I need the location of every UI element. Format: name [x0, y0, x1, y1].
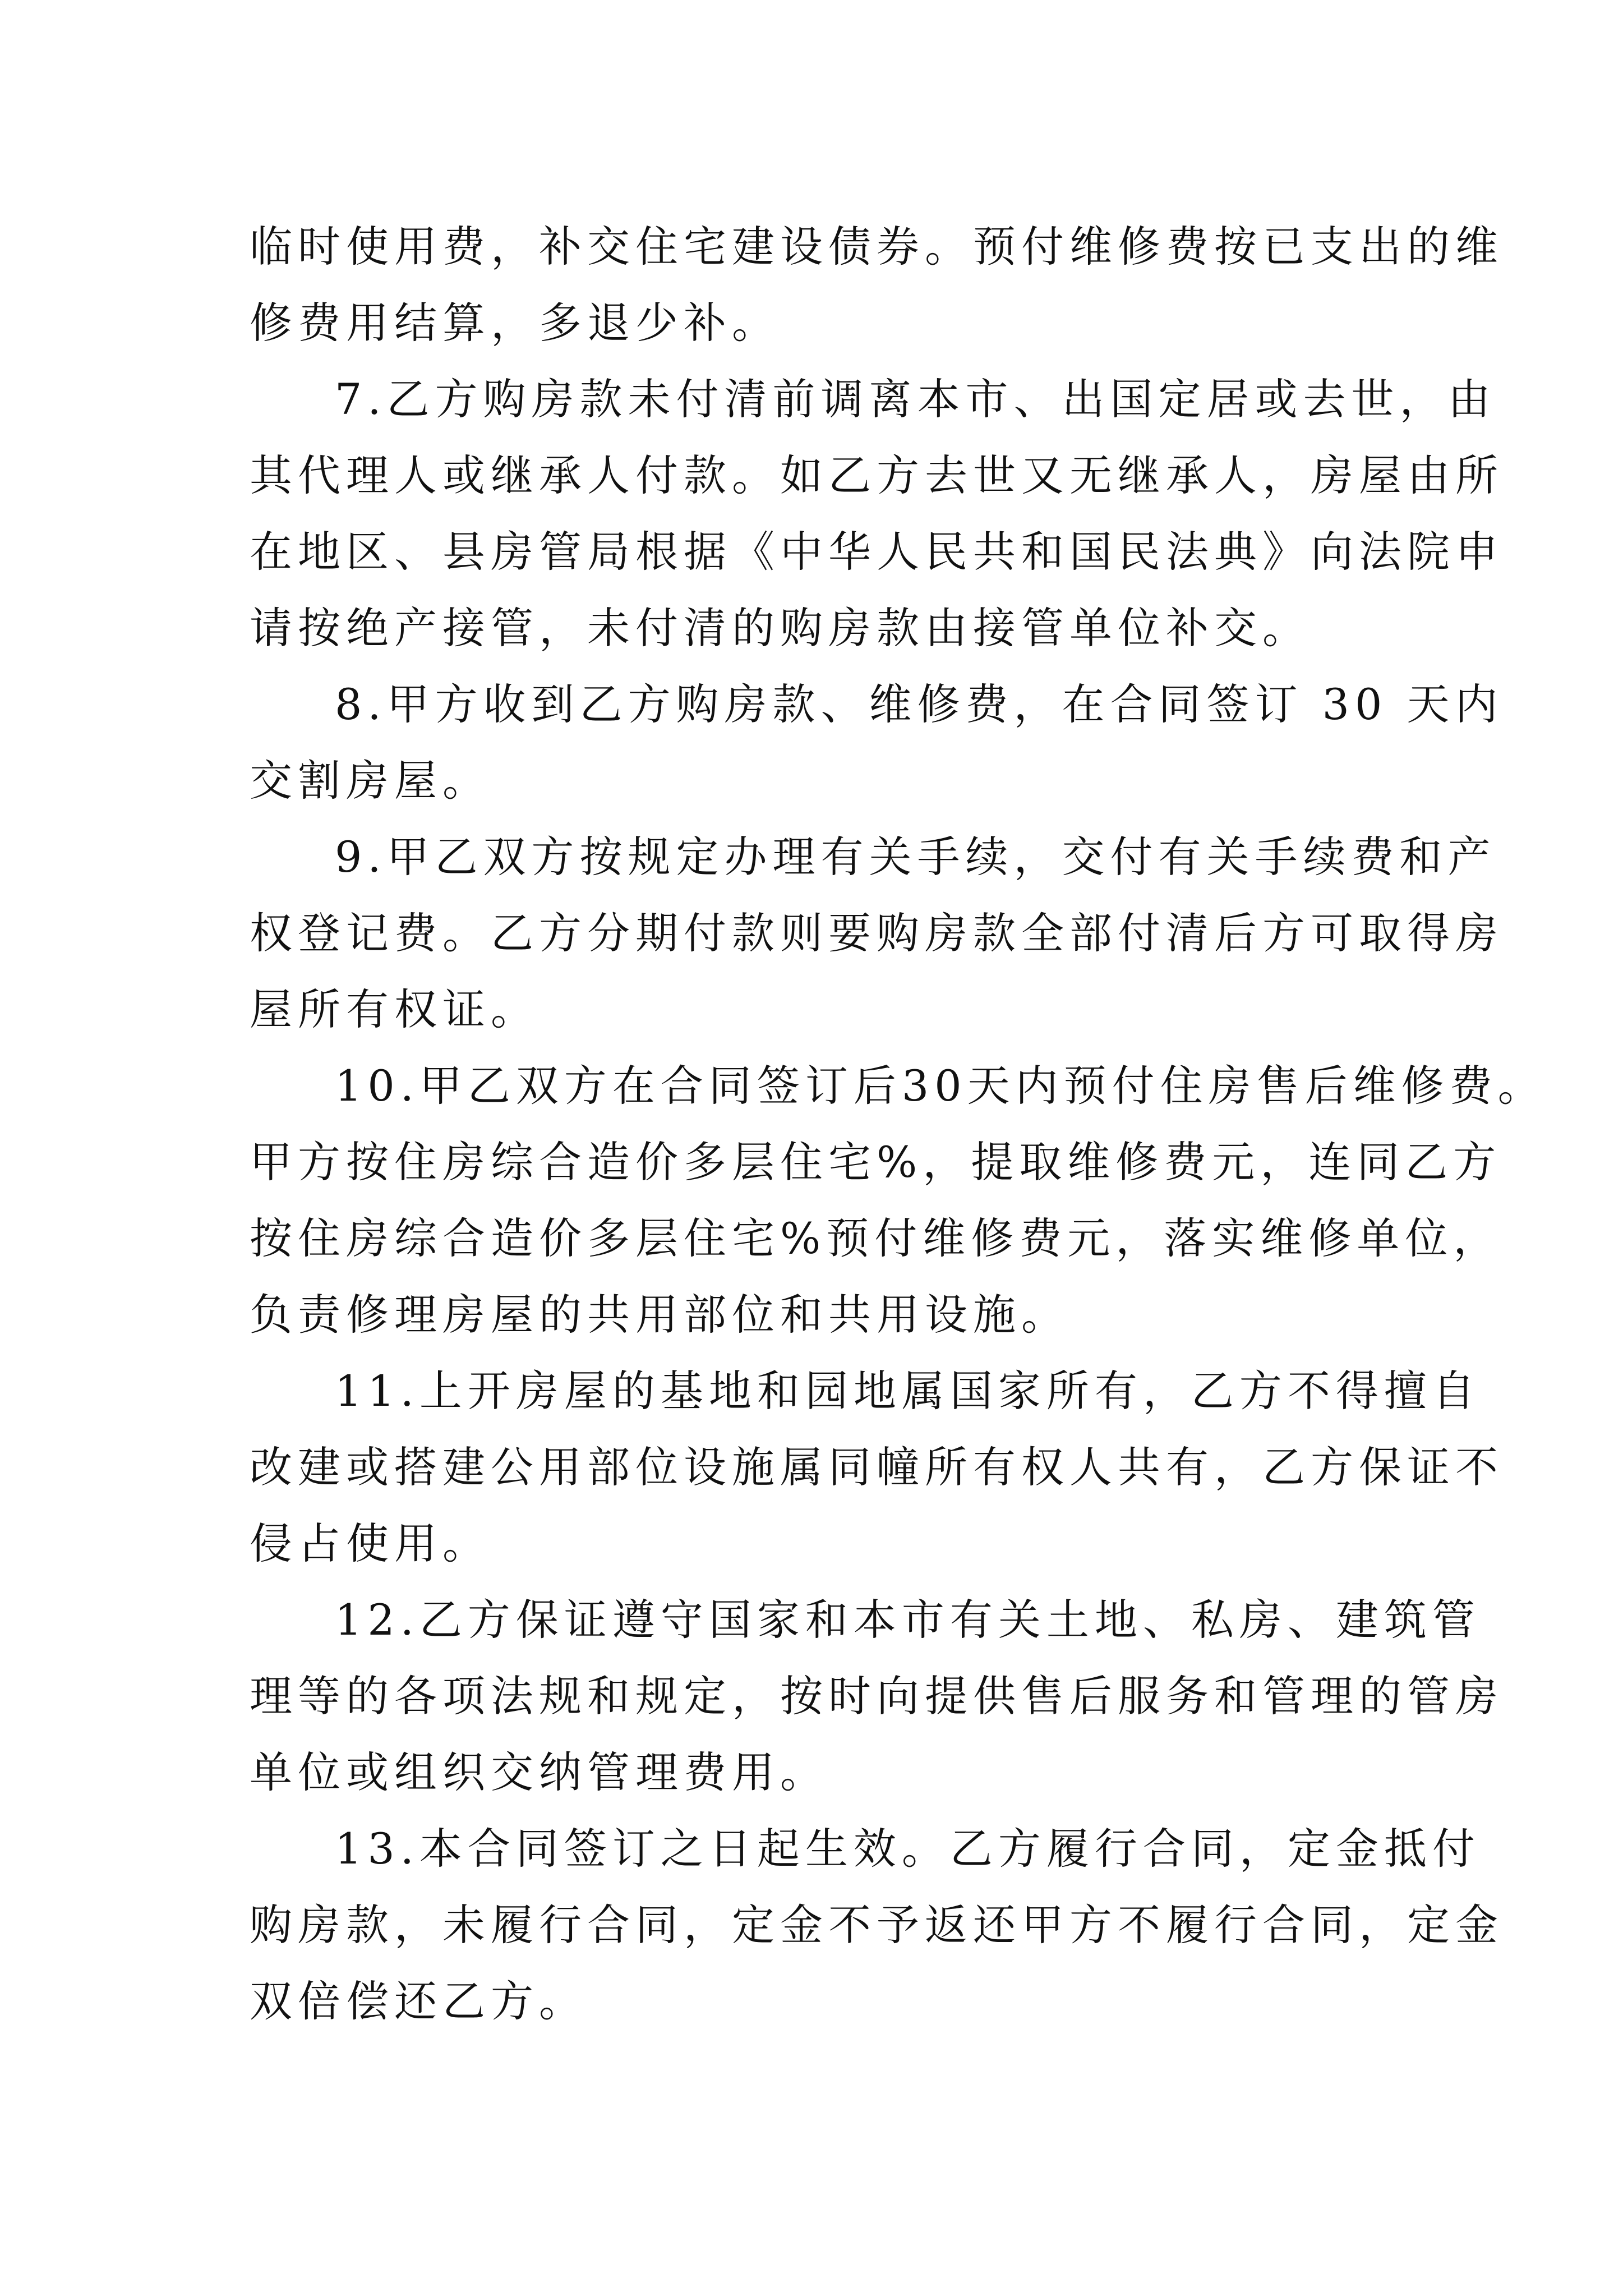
clause-10-line-1: 10.甲乙双方在合同签订后30天内预付住房售后维修费。: [335, 1061, 1546, 1111]
clause-8-line-1: 8.甲方收到乙方购房款、维修费，在合同签订 30 天内: [335, 679, 1504, 729]
clause-7-line-1: 7.乙方购房款未付清前调离本市、出国定居或去世，由: [335, 374, 1496, 424]
clause-12-line-1: 12.乙方保证遵守国家和本市有关土地、私房、建筑管: [335, 1595, 1481, 1645]
text-line-1: 临时使用费，补交住宅建设债券。预付维修费按已支出的维: [250, 222, 1504, 272]
clause-12-line-2: 理等的各项法规和规定，按时向提供售后服务和管理的管房: [250, 1671, 1504, 1721]
clause-9-line-2: 权登记费。乙方分期付款则要购房款全部付清后方可取得房: [250, 908, 1504, 958]
contract-text-body: [250, 209, 1546, 2040]
clause-10-line-2: 甲方按住房综合造价多层住宅%，提取维修费元，连同乙方: [250, 1137, 1502, 1187]
clause-7-line-2: 其代理人或继承人付款。如乙方去世又无继承人，房屋由所: [250, 450, 1504, 500]
clause-7-line-4: 请按绝产接管，未付清的购房款由接管单位补交。: [250, 603, 1311, 653]
clause-11-line-3: 侵占使用。: [250, 1519, 491, 1568]
clause-11-line-2: 改建或搭建公用部位设施属同幢所有权人共有，乙方保证不: [250, 1442, 1504, 1492]
clause-8-line-2: 交割房屋。: [250, 756, 491, 806]
text-line-2: 修费用结算，多退少补。: [250, 298, 780, 348]
clause-10-line-4: 负责修理房屋的共用部位和共用设施。: [250, 1290, 1069, 1340]
clause-7-line-3: 在地区、县房管局根据《中华人民共和国民法典》向法院申: [250, 527, 1504, 577]
clause-11-line-1: 11.上开房屋的基地和园地属国家所有，乙方不得擅自: [335, 1366, 1481, 1416]
clause-9-line-3: 屋所有权证。: [250, 984, 539, 1034]
clause-12-line-3: 单位或组织交纳管理费用。: [250, 1747, 828, 1797]
clause-13-line-2: 购房款，未履行合同，定金不予返还甲方不履行合同，定金: [250, 1900, 1504, 1950]
clause-10-line-3: 按住房综合造价多层住宅%预付维修费元，落实维修单位，: [250, 1213, 1502, 1263]
clause-9-line-1: 9.甲乙双方按规定办理有关手续，交付有关手续费和产: [335, 832, 1496, 882]
clause-13-line-3: 双倍偿还乙方。: [250, 1976, 587, 2026]
clause-13-line-1: 13.本合同签订之日起生效。乙方履行合同，定金抵付: [335, 1824, 1481, 1874]
